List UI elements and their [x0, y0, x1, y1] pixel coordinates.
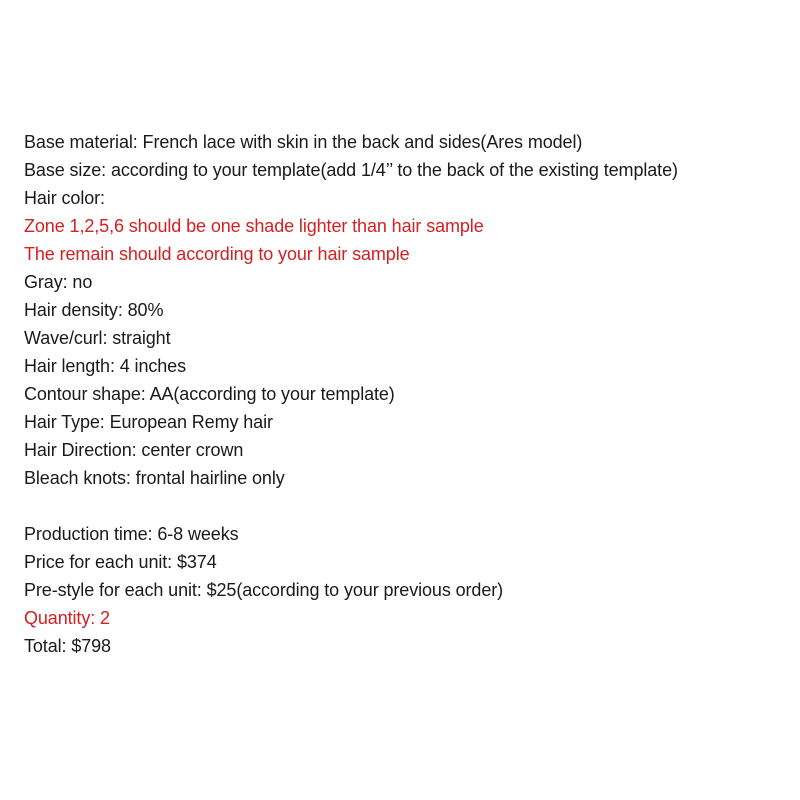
hair-color-heading: Hair color: [24, 188, 105, 208]
quantity-line: Quantity: 2 [24, 608, 110, 628]
unit-price-line: Price for each unit: $374 [24, 552, 217, 572]
pre-style-line: Pre-style for each unit: $25(according to your previous order) [24, 580, 504, 600]
hair-density-line: Hair density: 80% [24, 300, 164, 320]
hair-length-line: Hair length: 4 inches [24, 356, 186, 376]
remain-shade-note: The remain should according to your hair sample [24, 244, 410, 264]
order-section [24, 520, 794, 660]
production-time-line: Production time: 6-8 weeks [24, 524, 239, 544]
hair-type-line: Hair Type: European Remy hair [24, 412, 273, 432]
total-line: Total: $798 [24, 636, 111, 656]
hair-direction-line: Hair Direction: center crown [24, 440, 244, 460]
base-material-line: Base material: French lace with skin in the back and sides(Ares model) [24, 132, 583, 152]
bleach-knots-line: Bleach knots: frontal hairline only [24, 468, 285, 488]
spec-section [24, 128, 794, 492]
contour-shape-line: Contour shape: AA(according to your template) [24, 384, 395, 404]
zone-shade-note: Zone 1,2,5,6 should be one shade lighter than hair sample [24, 216, 484, 236]
order-document [24, 128, 794, 660]
section-gap [24, 492, 794, 520]
wave-curl-line: Wave/curl: straight [24, 328, 171, 348]
base-size-line: Base size: according to your template(add 1/4’’ to the back of the existing template) [24, 160, 678, 180]
gray-line: Gray: no [24, 272, 93, 292]
